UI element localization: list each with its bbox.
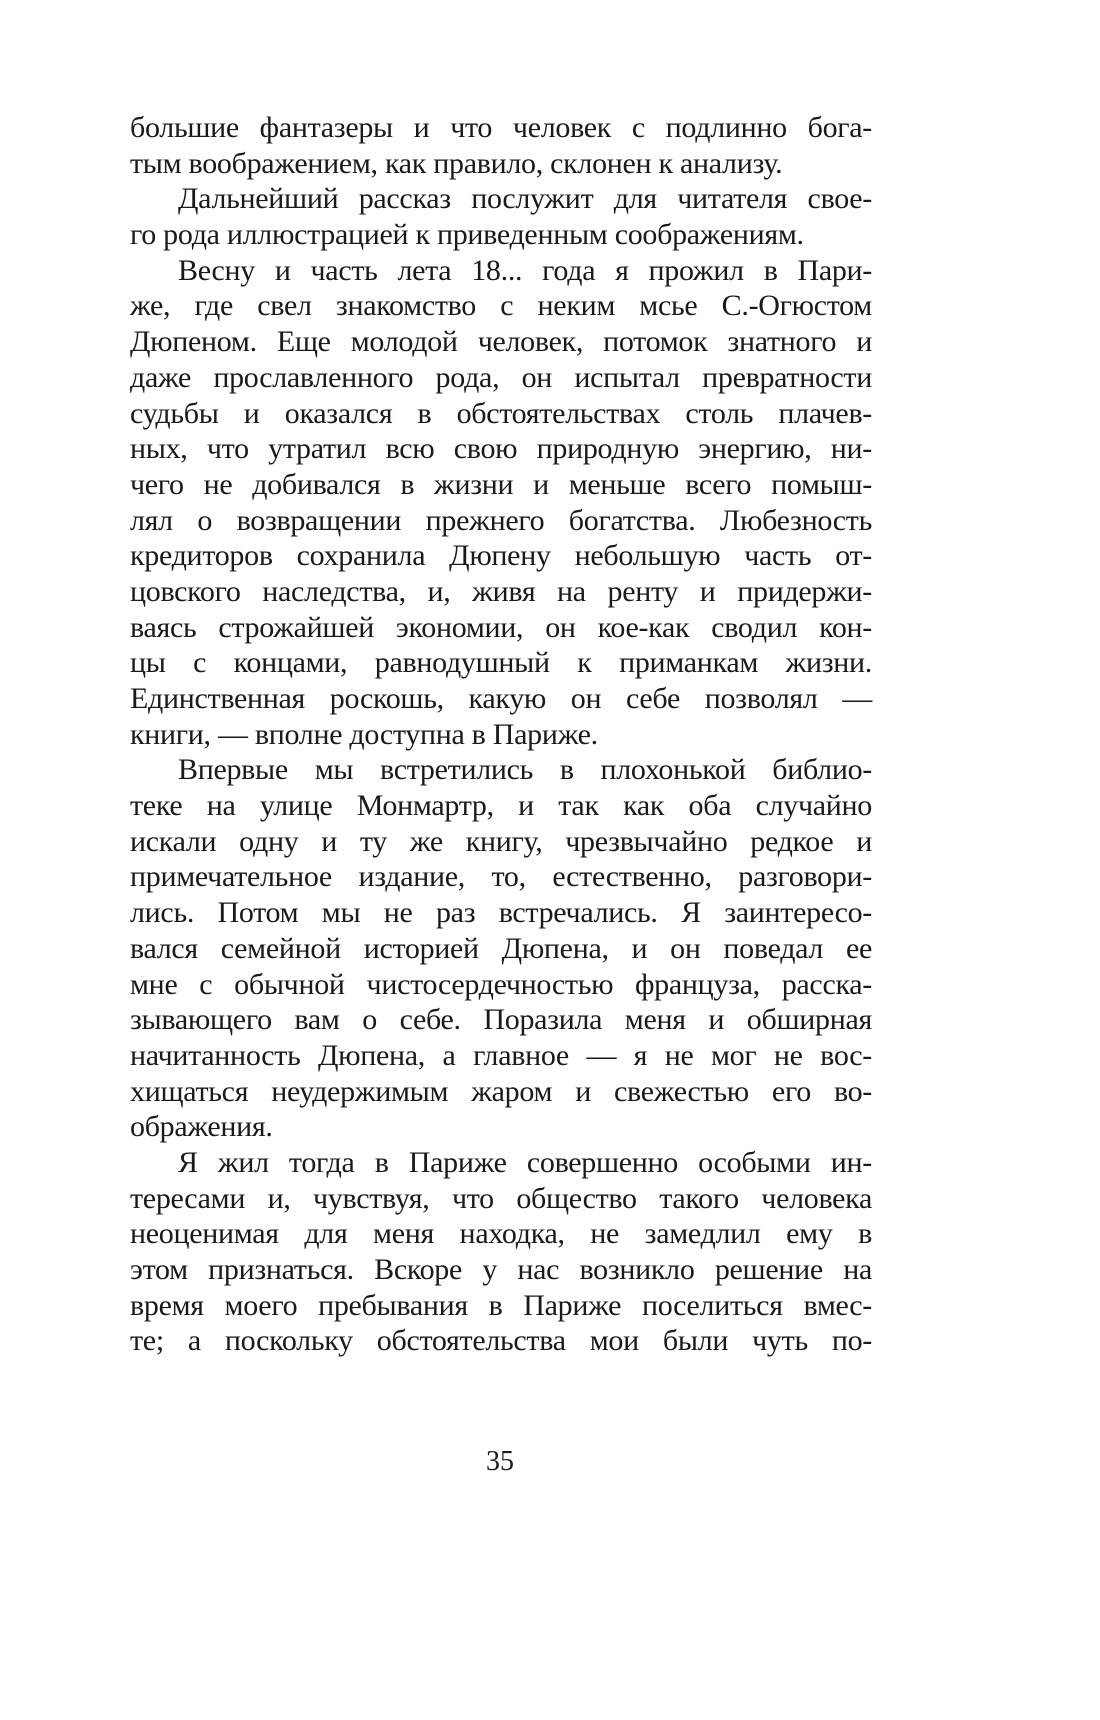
- text-line: Дальнейший рассказ послужит для читателя свое-: [178, 182, 872, 216]
- text-line: даже прославленного рода, он испытал превратности: [130, 360, 872, 394]
- text-line: Я жил тогда в Париже совершенно особыми ин-: [178, 1145, 872, 1179]
- text-line: те; а поскольку обстоятельства мои были чуть по-: [130, 1324, 872, 1358]
- text-line: тересами и, чувствуя, что общество такого человека: [130, 1181, 872, 1215]
- text-line: ваясь строжайшей экономии, он кое-как сводил кон-: [130, 610, 872, 644]
- text-line: Впервые мы встретились в плохонькой библио-: [178, 753, 872, 787]
- text-line: вался семейной историей Дюпена, и он поведал ее: [130, 931, 872, 965]
- text-line: книги, — вполне доступна в Париже.: [130, 717, 598, 751]
- text-line: этом признаться. Вскоре у нас возникло решение на: [130, 1253, 872, 1286]
- text-line: цы с концами, равнодушный к приманкам жизни.: [130, 646, 872, 680]
- text-line: зывающего вам о себе. Поразила меня и обширная: [130, 1003, 872, 1037]
- page-body-text: [130, 110, 872, 1359]
- text-line: мне с обычной чистосердечностью француза, расска-: [130, 967, 872, 1001]
- text-line: искали одну и ту же книгу, чрезвычайно редкое и: [130, 824, 872, 858]
- text-line: ображения.: [130, 1110, 273, 1144]
- text-line: тым воображением, как правило, склонен к анализу.: [130, 146, 783, 180]
- text-line: Весну и часть лета 18... года я прожил в Пари-: [178, 253, 872, 287]
- text-line: судьбы и оказался в обстоятельствах столь плачев-: [130, 396, 872, 430]
- text-line: кредиторов сохранила Дюпену небольшую часть от-: [130, 539, 872, 573]
- text-line: цовского наследства, и, живя на ренту и придержи-: [130, 574, 872, 608]
- text-line: примечательное издание, то, естественно, разговори-: [130, 860, 872, 894]
- text-line: большие фантазеры и что человек с подлинно бога-: [130, 111, 872, 144]
- text-line: же, где свел знакомство с неким мсье С.-Огюстом: [130, 289, 872, 323]
- text-line: Дюпеном. Еще молодой человек, потомок знатного и: [130, 325, 872, 359]
- text-line: лял о возвращении прежнего богатства. Любезность: [130, 503, 872, 537]
- text-line: начитанность Дюпена, а главное — я не мог не вос-: [130, 1038, 872, 1072]
- text-line: го рода иллюстрацией к приведенным соображениям.: [130, 218, 804, 252]
- text-line: неоценимая для меня находка, не замедлил ему в: [130, 1217, 872, 1251]
- page-number: 35: [486, 1446, 514, 1477]
- text-line: ных, что утратил всю свою природную энергию, ни-: [130, 432, 872, 466]
- text-line: Единственная роскошь, какую он себе позволял —: [130, 682, 872, 715]
- text-line: хищаться неудержимым жаром и свежестью его во-: [130, 1074, 872, 1108]
- text-line: теке на улице Монмартр, и так как оба случайно: [130, 789, 872, 823]
- text-line: время моего пребывания в Париже поселиться вмес-: [130, 1288, 872, 1322]
- text-line: чего не добивался в жизни и меньше всего помыш-: [130, 467, 872, 501]
- text-line: лись. Потом мы не раз встречались. Я заинтересо-: [130, 896, 872, 930]
